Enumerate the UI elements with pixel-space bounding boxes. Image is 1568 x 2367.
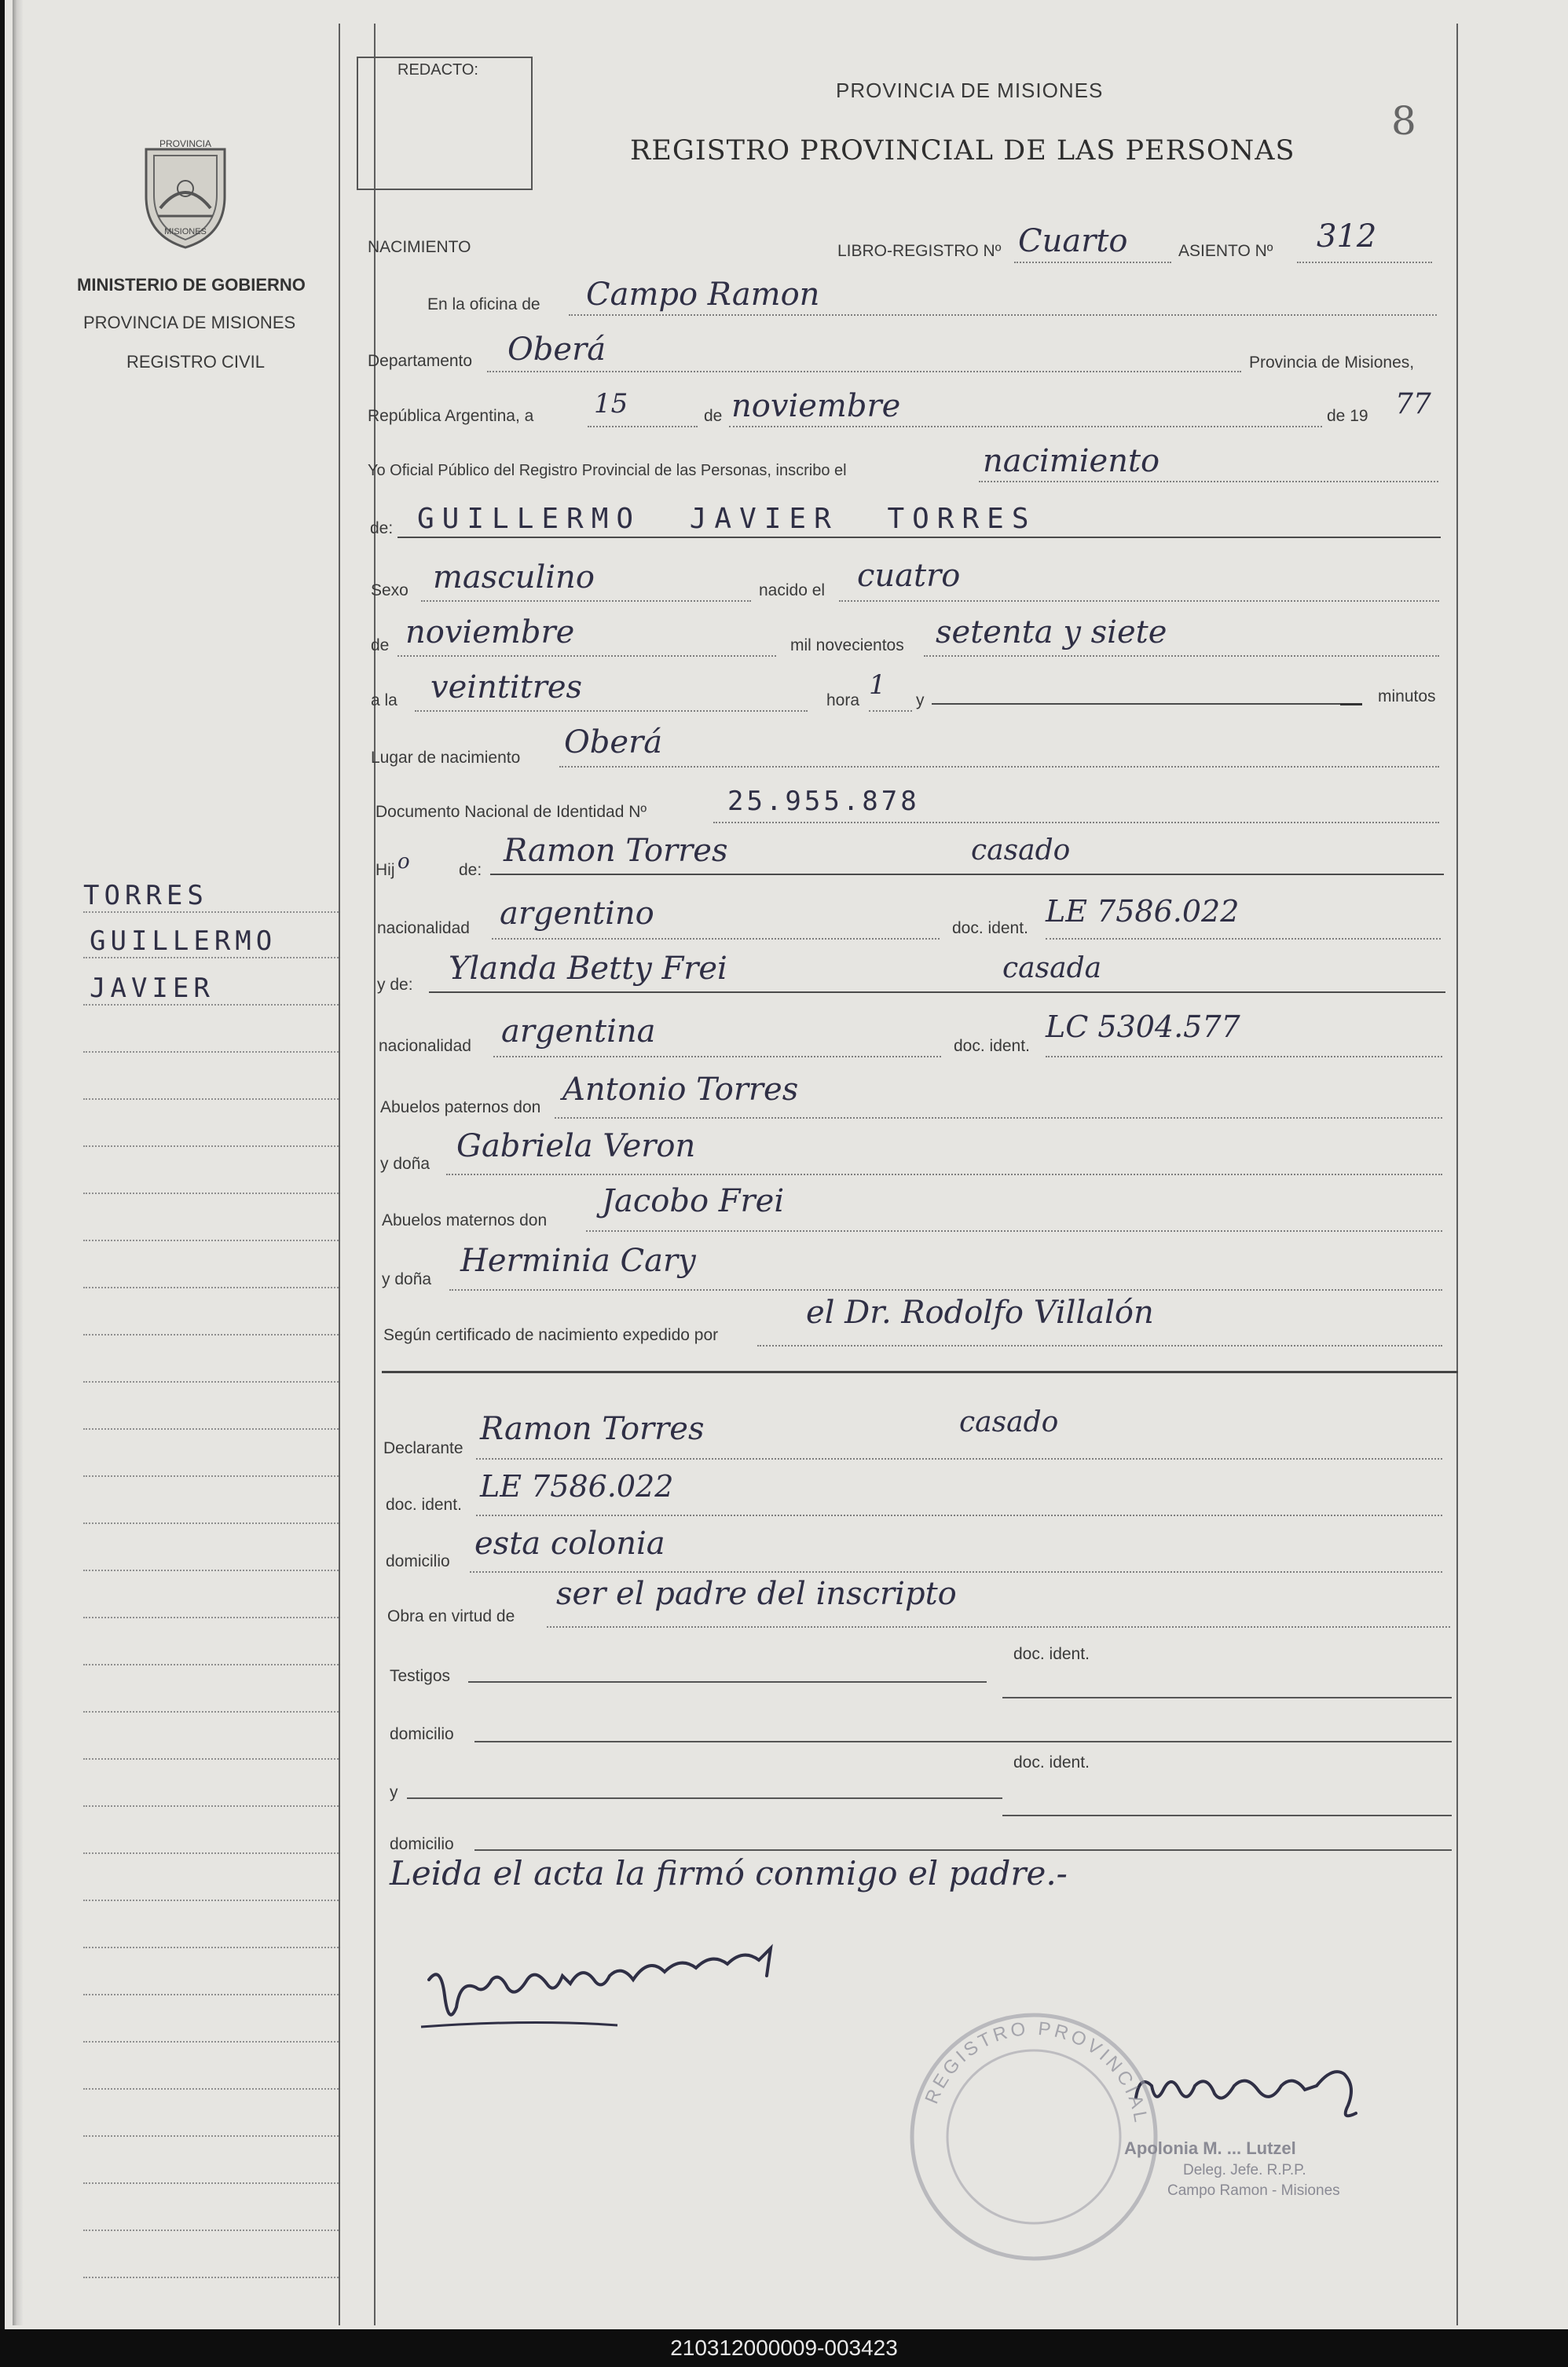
witness2-address-label: domicilio — [390, 1835, 454, 1853]
year-label: de 19 — [1327, 407, 1368, 425]
de-label: de — [704, 407, 723, 425]
closing-note: Leida el acta la firmó conmigo el padre.- — [390, 1854, 1068, 1893]
paternal-grandparents-label: Abuelos paternos don — [380, 1098, 541, 1116]
mil-value: setenta y siete — [936, 614, 1167, 650]
nacido-label: nacido el — [759, 581, 826, 599]
father-nationality-label: nacionalidad — [377, 919, 470, 937]
departamento-value: Oberá — [507, 332, 606, 368]
yo-oficial-value: nacimiento — [983, 443, 1160, 479]
footer-code: 210312000009-003423 — [0, 2329, 1568, 2367]
mother-name: Ylanda Betty Frei — [449, 951, 727, 987]
father-doc-value: LE 7586.022 — [1046, 894, 1240, 929]
stamp-officer-location: Campo Ramon - Misiones — [1167, 2182, 1340, 2199]
seal-text-top: PROVINCIA — [159, 138, 212, 149]
ministry-registry: REGISTRO CIVIL — [126, 352, 266, 372]
de-mes-value: noviembre — [405, 614, 575, 650]
maternal-grandmother-label: y doña — [382, 1270, 432, 1288]
a-la-label: a la — [371, 691, 397, 709]
a-la-value: veintitres — [430, 669, 583, 705]
hora-value: 1 — [869, 669, 886, 701]
binding-edge — [13, 0, 24, 2325]
seal-text-bottom: MISIONES — [164, 227, 207, 236]
republica-label: República Argentina, a — [368, 407, 534, 425]
declarant-name: Ramon Torres — [480, 1411, 705, 1447]
witness1-address-label: domicilio — [390, 1725, 454, 1743]
de-mes-label: de — [371, 636, 390, 654]
province-title: PROVINCIA DE MISIONES — [836, 79, 1104, 102]
nombre-de-label: de: — [370, 519, 394, 537]
margin-rule — [339, 24, 340, 2325]
registry-title: REGISTRO PROVINCIAL DE LAS PERSONAS — [630, 135, 1295, 167]
section-divider — [382, 1371, 1458, 1373]
mother-doc-label: doc. ident. — [954, 1037, 1030, 1055]
mother-status: casada — [1002, 952, 1102, 984]
hora-label: hora — [826, 691, 860, 709]
certificate-label: Según certificado de nacimiento expedido por — [383, 1326, 719, 1344]
lugar-value: Oberá — [564, 724, 663, 760]
provincial-seal-icon — [130, 134, 240, 251]
witness2-y-label: y — [390, 1783, 398, 1801]
mother-nationality-label: nacionalidad — [379, 1037, 471, 1055]
y-minutos-label: y — [916, 691, 925, 709]
declarant-label: Declarante — [383, 1439, 463, 1457]
stamp-officer-title: Deleg. Jefe. R.P.P. — [1183, 2162, 1306, 2178]
oficina-label: En la oficina de — [427, 295, 540, 313]
witness1-doc-label: doc. ident. — [1013, 1645, 1090, 1663]
ministry-province: PROVINCIA DE MISIONES — [83, 313, 296, 332]
libro-label: LIBRO-REGISTRO Nº — [837, 242, 1002, 260]
declarant-signature-icon — [413, 1933, 822, 2043]
obra-value: ser el padre del inscripto — [556, 1576, 957, 1612]
official-stamp-icon — [892, 1995, 1175, 2278]
maternal-grandmother: Herminia Cary — [460, 1243, 696, 1279]
ministry-title: MINISTERIO DE GOBIERNO — [77, 275, 306, 295]
departamento-label: Departamento — [368, 352, 473, 370]
asiento-value: 312 — [1317, 218, 1377, 255]
provincia-label: Provincia de Misiones, — [1249, 354, 1415, 372]
hijo-label: Hij — [376, 861, 395, 879]
stamp-ring-text: REGISTRO PROVINCIAL — [921, 2017, 1152, 2127]
nacimiento-label: NACIMIENTO — [368, 238, 471, 256]
sexo-label: Sexo — [371, 581, 408, 599]
certificate-issuer: el Dr. Rodolfo Villalón — [806, 1295, 1154, 1331]
mil-label: mil novecientos — [790, 636, 904, 654]
yo-oficial-label: Yo Oficial Público del Registro Provincial de las Personas, inscribo el — [368, 462, 847, 479]
nacido-value: cuatro — [857, 558, 961, 594]
declarant-doc-value: LE 7586.022 — [480, 1469, 674, 1504]
mother-de-label: y de: — [377, 976, 413, 994]
maternal-grandparents-label: Abuelos maternos don — [382, 1211, 548, 1229]
full-name-value: GUILLERMO JAVIER TORRES — [417, 503, 1037, 535]
month-value: noviembre — [731, 388, 901, 424]
witness2-doc-label: doc. ident. — [1013, 1753, 1090, 1772]
sexo-value: masculino — [433, 559, 595, 595]
dni-label: Documento Nacional de Identidad Nº — [376, 803, 647, 821]
declarant-status: casado — [959, 1406, 1059, 1438]
declarant-address: esta colonia — [474, 1526, 665, 1562]
father-doc-label: doc. ident. — [952, 919, 1028, 937]
paternal-grandfather: Antonio Torres — [562, 1072, 799, 1108]
maternal-grandfather: Jacobo Frei — [602, 1183, 785, 1219]
declarant-address-label: domicilio — [386, 1552, 450, 1570]
father-nationality: argentino — [500, 896, 654, 932]
right-rule — [1456, 24, 1458, 2325]
mother-doc-value: LC 5304.577 — [1046, 1009, 1240, 1044]
year-value: 77 — [1395, 388, 1431, 420]
hijo-de-label: de: — [459, 861, 482, 879]
document-page — [5, 0, 1568, 2329]
hijo-suffix: o — [397, 850, 410, 874]
paternal-grandmother: Gabriela Veron — [456, 1128, 696, 1164]
witnesses-label: Testigos — [390, 1667, 451, 1685]
day-value: 15 — [594, 388, 628, 420]
margin-surname: TORRES — [83, 880, 208, 911]
libro-value: Cuarto — [1018, 223, 1128, 259]
minutos-label: minutos — [1378, 687, 1436, 705]
paternal-grandmother-label: y doña — [380, 1155, 430, 1173]
dni-value: 25.955.878 — [727, 786, 920, 817]
father-status: casado — [971, 834, 1071, 867]
margin-given-name: GUILLERMO — [90, 925, 277, 957]
declarant-doc-label: doc. ident. — [386, 1496, 462, 1514]
stamp-officer-name: Apolonia M. ... Lutzel — [1124, 2138, 1296, 2158]
asiento-label: ASIENTO Nº — [1178, 242, 1273, 260]
margin-middle-name: JAVIER — [90, 973, 214, 1004]
obra-label: Obra en virtud de — [387, 1607, 515, 1625]
redacto-label: REDACTO: — [397, 61, 478, 79]
page-number: 8 — [1391, 98, 1416, 144]
oficina-value: Campo Ramon — [586, 277, 820, 313]
father-name: Ramon Torres — [504, 833, 728, 869]
lugar-label: Lugar de nacimiento — [371, 749, 521, 767]
mother-nationality: argentina — [501, 1013, 656, 1050]
